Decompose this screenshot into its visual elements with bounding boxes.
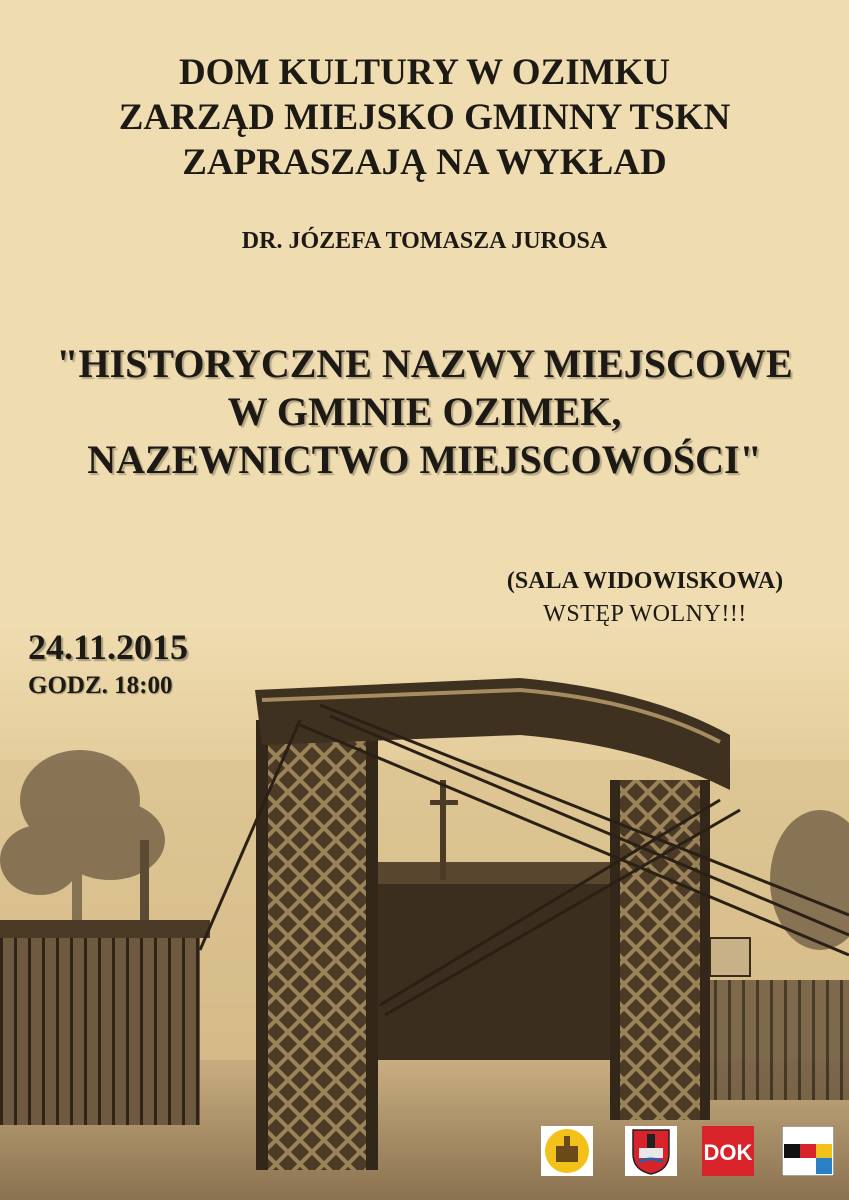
organizer-line-1: DOM KULTURY W OZIMKU bbox=[178, 52, 671, 93]
lecture-title bbox=[0, 340, 849, 484]
svg-text:DOK: DOK bbox=[703, 1140, 753, 1165]
lecture-title-line-1: "HISTORYCZNE NAZWY MIEJSCOWE bbox=[56, 341, 793, 386]
dok-logo-icon bbox=[702, 1126, 754, 1176]
speaker-name: DR. JÓZEFA TOMASZA JUROSA bbox=[241, 228, 608, 254]
tskn-flag-icon bbox=[782, 1126, 834, 1176]
lecture-title-line-3: NAZEWNICTWO MIEJSCOWOŚCI" bbox=[87, 437, 762, 482]
gmina-crest-icon bbox=[541, 1126, 593, 1176]
event-date: 24.11.2015 bbox=[28, 627, 189, 667]
organizer-line-3: ZAPRASZAJĄ NA WYKŁAD bbox=[182, 142, 667, 183]
event-time: GODZ. 18:00 bbox=[28, 672, 173, 699]
venue-info bbox=[470, 565, 820, 631]
entry-note: WSTĘP WOLNY!!! bbox=[543, 601, 747, 627]
organizers-heading bbox=[0, 50, 849, 185]
venue-room: (SALA WIDOWISKOWA) bbox=[506, 568, 784, 594]
coat-of-arms-icon bbox=[625, 1126, 677, 1176]
organizer-line-2: ZARZĄD MIEJSKO GMINNY TSKN bbox=[118, 97, 731, 138]
lecture-title-line-2: W GMINIE OZIMEK, bbox=[227, 389, 622, 434]
